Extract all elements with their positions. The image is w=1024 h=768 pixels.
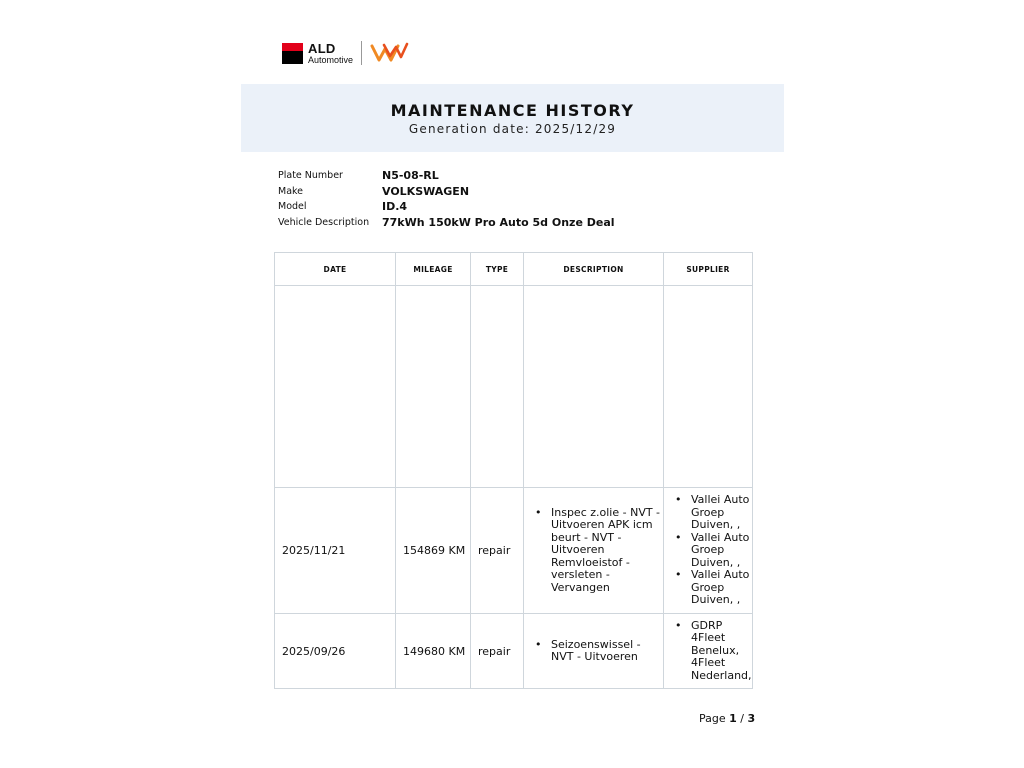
description-item: • Seizoenswissel - NVT - Uitvoeren [551,639,663,664]
cell-description [524,614,664,689]
page-current: 1 [729,712,737,725]
page-separator: / [740,712,745,725]
description-item: • Inspec z.olie - NVT - Uitvoeren APK icm beurt - NVT - Uitvoeren Remvloeistof - versleten - Vervangen [551,507,663,595]
make-label: Make [278,185,304,197]
cell-type: repair [471,614,524,689]
column-header-supplier: SUPPLIER [664,253,753,286]
ald-logo-square-icon [282,43,303,64]
plate-label: Plate Number [278,170,343,182]
page-indicator [699,712,755,725]
logo-brand: ALD [308,40,336,56]
table-header-row [275,253,753,286]
cell-type: repair [471,488,524,614]
report-header [241,84,784,152]
page-prefix: Page [699,712,726,725]
vehicle-info [278,168,615,230]
table-row [275,488,753,614]
table-row [275,614,753,689]
page-total: 3 [747,712,756,725]
generation-date: Generation date: 2025/12/29 [408,122,617,136]
supplier-item: • Vallei Auto Groep Duiven, , [691,494,752,532]
table-row-empty [275,286,753,488]
vehicle-description-value: 77kWh 150kW Pro Auto 5d Onze Deal [382,215,615,229]
supplier-item: • Vallei Auto Groep Duiven, , [691,569,752,607]
cell-supplier [664,488,753,614]
info-row-plate [278,168,615,184]
vehicle-description-label: Vehicle Description [278,216,370,228]
maintenance-history-table [274,252,753,689]
info-row-description [278,215,615,231]
model-value: ID.4 [382,200,408,214]
cell-mileage: 154869 KM [396,488,471,614]
report-title: MAINTENANCE HISTORY [390,101,635,120]
cell-supplier [664,614,753,689]
cell-description [524,488,664,614]
cell-mileage: 149680 KM [396,614,471,689]
logo-divider [361,41,362,65]
column-header-type: TYPE [471,253,524,286]
column-header-date: DATE [275,253,396,286]
column-header-description: DESCRIPTION [524,253,664,286]
model-label: Model [278,201,307,213]
supplier-item: • Vallei Auto Groep Duiven, , [691,532,752,570]
cell-date: 2025/09/26 [275,614,396,689]
plate-value: N5-08-RL [382,169,439,183]
leaseplan-w-logo-icon [370,41,410,65]
logo-sub: Automotive [308,54,354,65]
supplier-item: • GDRP 4Fleet Benelux, 4Fleet Nederland, [691,620,752,683]
info-row-model [278,199,615,215]
column-header-mileage: MILEAGE [396,253,471,286]
cell-date: 2025/11/21 [275,488,396,614]
ald-automotive-logo [282,40,410,66]
make-value: VOLKSWAGEN [382,184,470,198]
info-row-make [278,184,615,200]
